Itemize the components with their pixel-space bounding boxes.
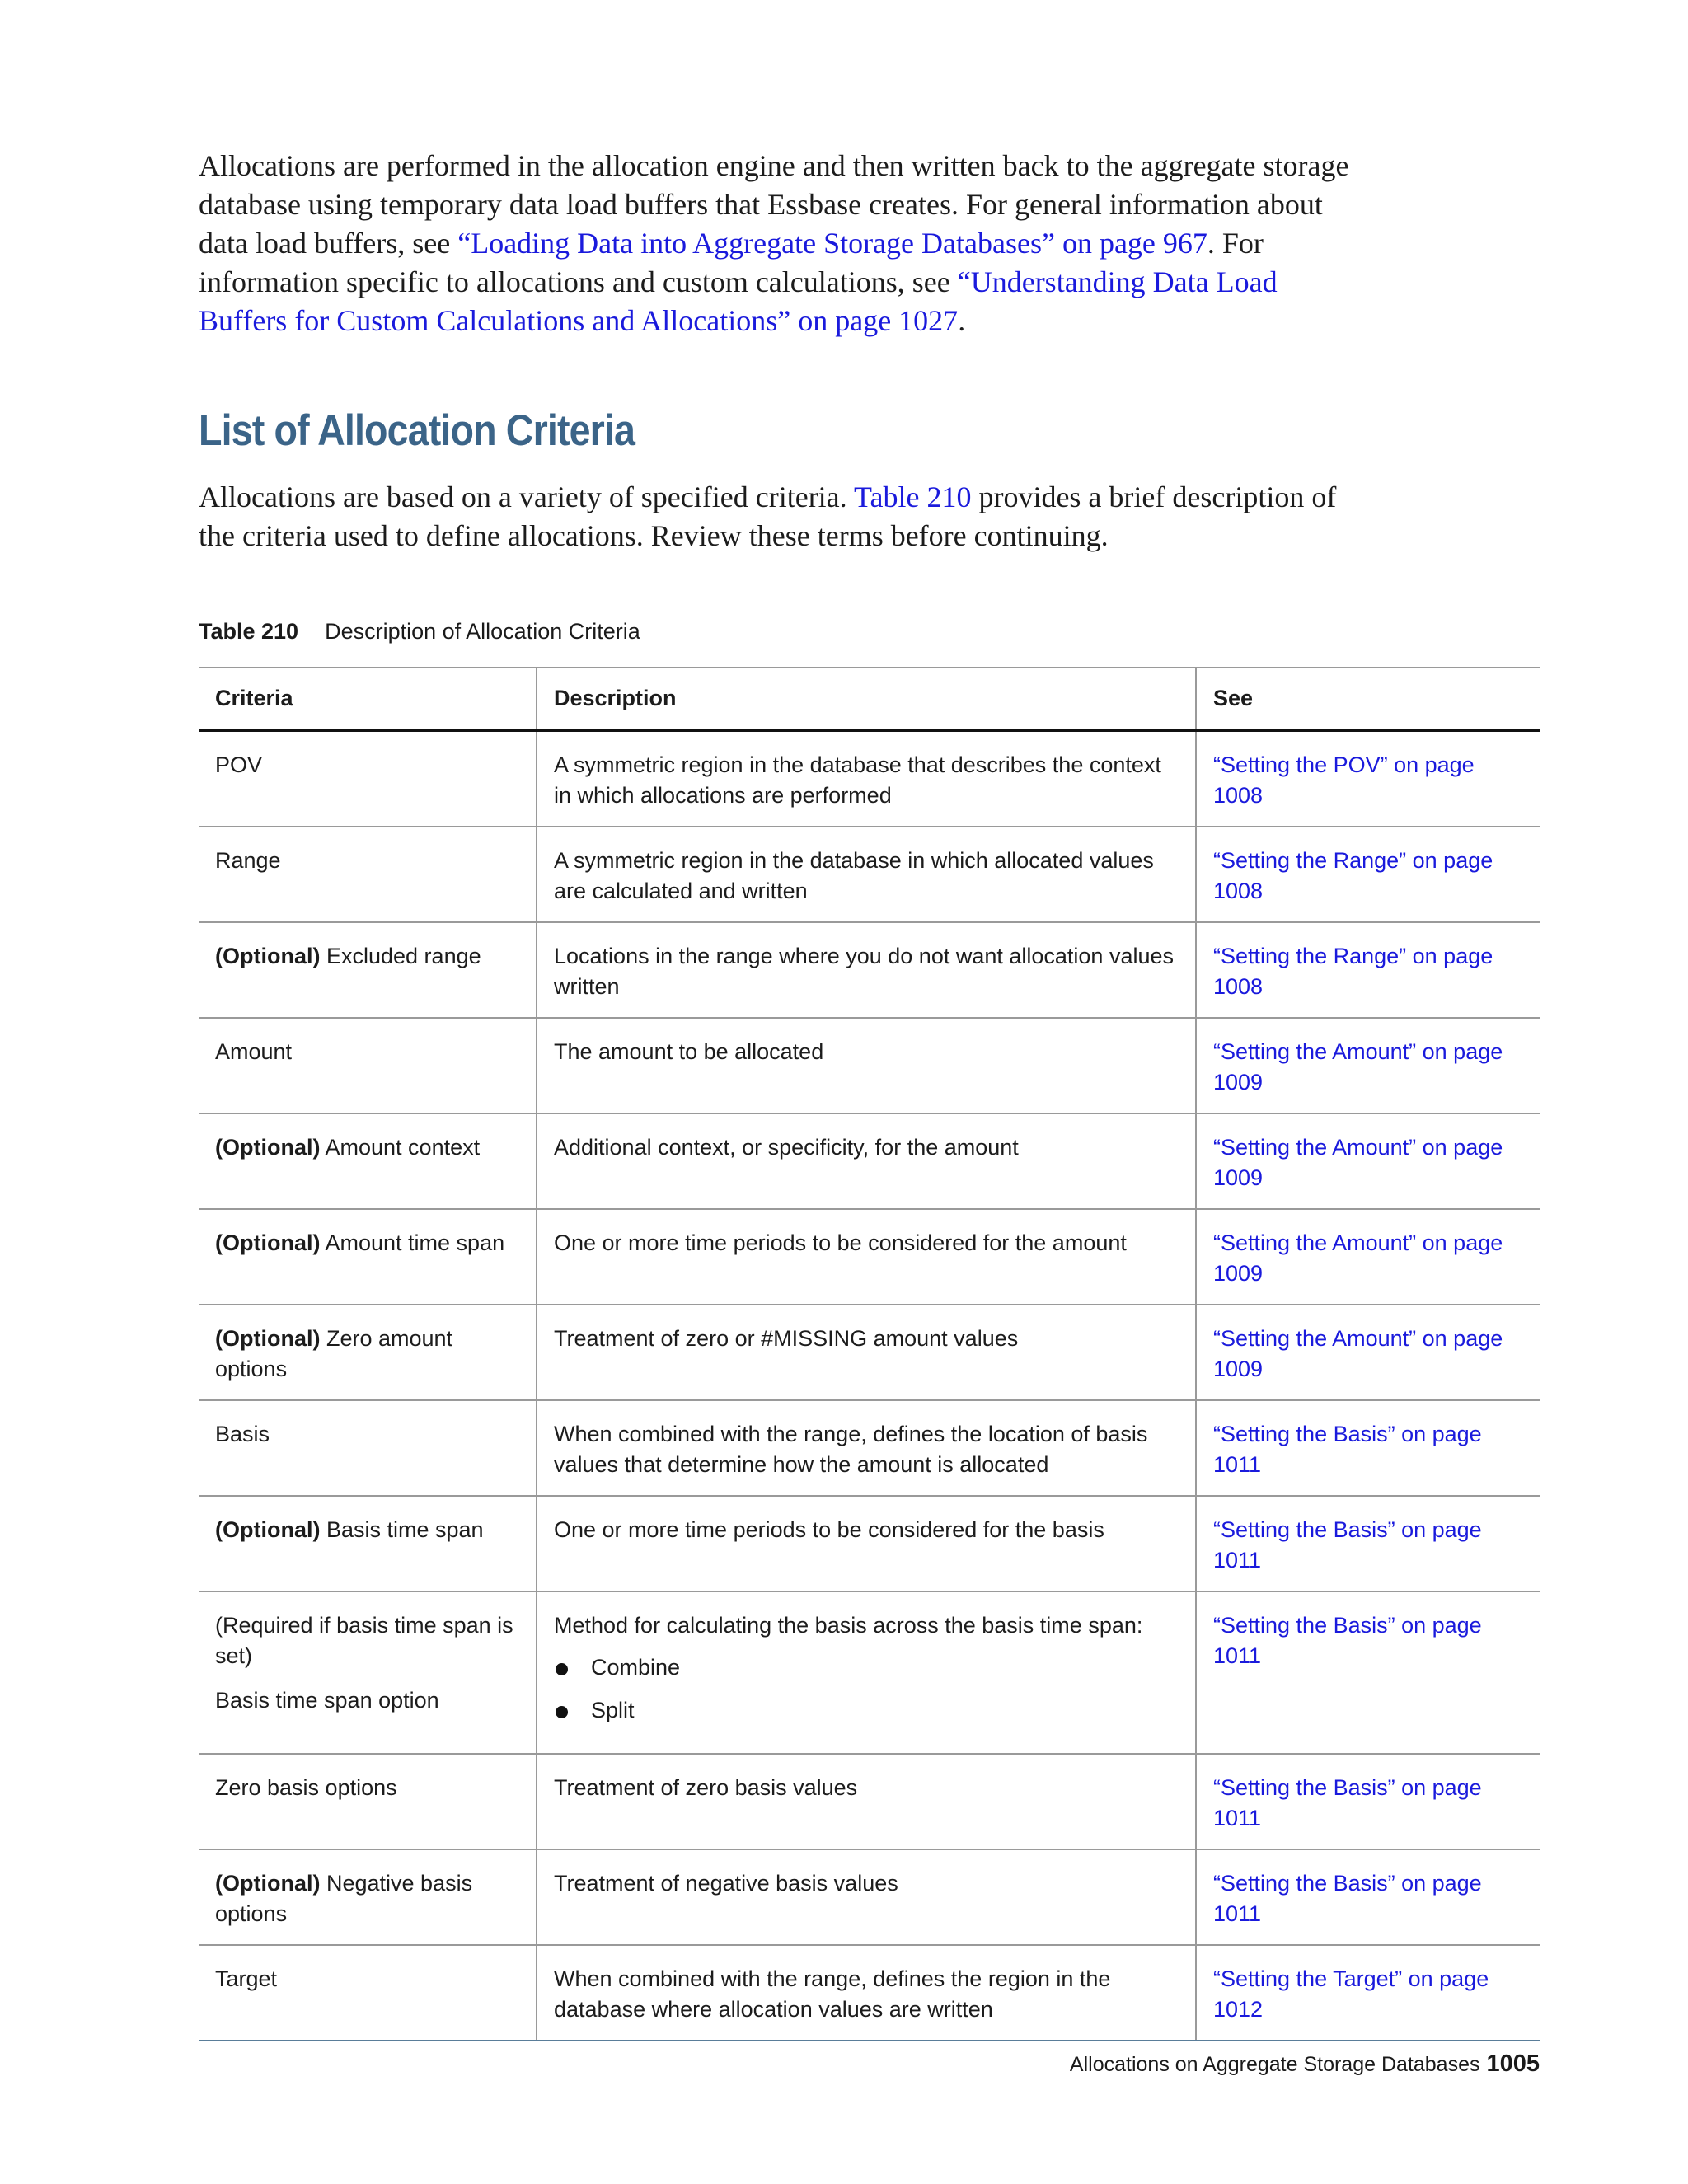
description-cell: When combined with the range, defines the location of basis values that determine how the amount is allocated [537, 1400, 1196, 1496]
criteria-text: Negative basis options [215, 1871, 473, 1926]
see-link[interactable]: “Setting the Amount” on page 1009 [1213, 1230, 1503, 1286]
see-cell [1196, 1591, 1540, 1754]
footer-divider [199, 2040, 1540, 2041]
section-heading: List of Allocation Criteria [199, 406, 635, 455]
criteria-cell [199, 1305, 537, 1400]
see-cell [1196, 1113, 1540, 1209]
see-link[interactable]: “Setting the Basis” on page 1011 [1213, 1422, 1482, 1477]
description-cell: One or more time periods to be considered for the basis [537, 1496, 1196, 1591]
intro-text-2: . For information specific to allocations and custom calculations, see [199, 227, 1264, 298]
description-text: Method for calculating the basis across the basis time span: [554, 1613, 1143, 1638]
criteria-cell [199, 1591, 537, 1754]
description-cell: Treatment of negative basis values [537, 1849, 1196, 1945]
header-see: See [1196, 668, 1540, 731]
see-link[interactable]: “Setting the Amount” on page 1009 [1213, 1135, 1503, 1190]
table-number: Table 210 [199, 619, 299, 644]
bullet-icon [556, 1706, 568, 1718]
criteria-cell [199, 1209, 537, 1305]
table-row [199, 1209, 1540, 1305]
criteria-cell [199, 1849, 537, 1945]
description-cell [537, 1591, 1196, 1754]
intro-text-1: Allocations are performed in the allocation engine and then written back to the aggregate storage database using temporary data load buffers that Essbase creates. For general information about data load buffers, see [199, 149, 1349, 260]
see-link[interactable]: “Setting the Range” on page 1008 [1213, 944, 1493, 999]
see-cell [1196, 1496, 1540, 1591]
criteria-text: Zero amount options [215, 1326, 453, 1381]
criteria-text: Excluded range [320, 944, 481, 968]
table-row [199, 827, 1540, 922]
bullet-icon [556, 1663, 568, 1675]
criteria-text: Target [215, 1966, 278, 1991]
see-cell [1196, 922, 1540, 1018]
description-cell: A symmetric region in the database that describes the context in which allocations are performed [537, 731, 1196, 827]
description-cell: Additional context, or specificity, for the amount [537, 1113, 1196, 1209]
table-caption [199, 619, 640, 644]
see-cell [1196, 827, 1540, 922]
header-description: Description [537, 668, 1196, 731]
criteria-cell [199, 731, 537, 827]
table-row [199, 1400, 1540, 1496]
table-row [199, 1945, 1540, 2041]
see-cell [1196, 731, 1540, 827]
description-cell: Treatment of zero or #MISSING amount values [537, 1305, 1196, 1400]
see-cell [1196, 1849, 1540, 1945]
description-cell: The amount to be allocated [537, 1018, 1196, 1113]
see-link[interactable]: “Setting the Basis” on page 1011 [1213, 1775, 1482, 1830]
criteria-text: Basis time span option [215, 1688, 439, 1713]
link-understanding-buffers[interactable]: “Understanding Data Load Buffers for Custom Calculations and Allocations” on page 1027 [199, 265, 1278, 337]
criteria-text: POV [215, 752, 263, 777]
criteria-cell [199, 1018, 537, 1113]
link-table-210[interactable]: Table 210 [854, 480, 972, 513]
list-item [554, 1695, 1179, 1726]
table-row [199, 1496, 1540, 1591]
description-cell: One or more time periods to be considered for the amount [537, 1209, 1196, 1305]
see-cell [1196, 1305, 1540, 1400]
see-link[interactable]: “Setting the Basis” on page 1011 [1213, 1517, 1482, 1572]
allocation-criteria-table [199, 667, 1540, 2041]
see-link[interactable]: “Setting the Basis” on page 1011 [1213, 1871, 1482, 1926]
table-row [199, 1849, 1540, 1945]
page-footer [1070, 2050, 1540, 2078]
table-row [199, 922, 1540, 1018]
list-item [554, 1652, 1179, 1683]
criteria-text: Basis time span [320, 1517, 484, 1542]
criteria-cell [199, 1113, 537, 1209]
criteria-text: Range [215, 848, 281, 873]
criteria-cell [199, 1496, 537, 1591]
page-number: 1005 [1486, 2050, 1540, 2077]
optional-label: (Optional) [215, 1871, 321, 1896]
optional-label: (Optional) [215, 1326, 321, 1351]
criteria-cell [199, 827, 537, 922]
see-link[interactable]: “Setting the Amount” on page 1009 [1213, 1326, 1503, 1381]
criteria-cell [199, 1945, 537, 2041]
criteria-text: Amount time span [320, 1230, 505, 1255]
optional-label: (Optional) [215, 1230, 321, 1255]
table-row [199, 731, 1540, 827]
intro-text-3: . [958, 304, 966, 337]
see-cell [1196, 1209, 1540, 1305]
table-row [199, 1018, 1540, 1113]
criteria-cell [199, 1400, 537, 1496]
criteria-text: Basis [215, 1422, 270, 1446]
description-cell: Locations in the range where you do not want allocation values written [537, 922, 1196, 1018]
criteria-cell [199, 922, 537, 1018]
table-row [199, 1113, 1540, 1209]
criteria-paragraph [199, 478, 1369, 555]
description-cell: When combined with the range, defines the region in the database where allocation values are written [537, 1945, 1196, 2041]
criteria-cell [199, 1754, 537, 1849]
see-cell [1196, 1018, 1540, 1113]
criteria-text: Amount context [320, 1135, 481, 1160]
criteria-text: Zero basis options [215, 1775, 397, 1800]
criteria-text-2: provides a brief description of the criteria used to define allocations. Review these terms before continuing. [199, 480, 1337, 552]
table-caption-text: Description of Allocation Criteria [325, 619, 640, 644]
see-cell [1196, 1400, 1540, 1496]
footer-title: Allocations on Aggregate Storage Databases [1069, 2053, 1480, 2076]
link-loading-data[interactable]: “Loading Data into Aggregate Storage Databases” on page 967 [457, 227, 1207, 260]
table-row [199, 1591, 1540, 1754]
see-link[interactable]: “Setting the POV” on page 1008 [1213, 752, 1475, 808]
see-link[interactable]: “Setting the Amount” on page 1009 [1213, 1039, 1503, 1094]
criteria-condition: (Required if basis time span is set) [215, 1613, 513, 1668]
optional-label: (Optional) [215, 944, 321, 968]
see-cell [1196, 1945, 1540, 2041]
see-cell [1196, 1754, 1540, 1849]
optional-label: (Optional) [215, 1135, 321, 1160]
optional-label: (Optional) [215, 1517, 321, 1542]
see-link[interactable]: “Setting the Range” on page 1008 [1213, 848, 1493, 903]
intro-paragraph [199, 147, 1369, 340]
table-row [199, 1305, 1540, 1400]
table-row [199, 1754, 1540, 1849]
see-link[interactable]: “Setting the Basis” on page 1011 [1213, 1613, 1482, 1668]
criteria-text-1: Allocations are based on a variety of specified criteria. [199, 480, 855, 513]
list-item-text: Split [591, 1698, 635, 1722]
header-criteria: Criteria [199, 668, 537, 731]
description-cell: Treatment of zero basis values [537, 1754, 1196, 1849]
see-link[interactable]: “Setting the Target” on page 1012 [1213, 1966, 1489, 2022]
table-header-row [199, 668, 1540, 731]
option-list [554, 1652, 1179, 1726]
description-cell: A symmetric region in the database in which allocated values are calculated and written [537, 827, 1196, 922]
list-item-text: Combine [591, 1655, 681, 1680]
criteria-text: Amount [215, 1039, 293, 1064]
